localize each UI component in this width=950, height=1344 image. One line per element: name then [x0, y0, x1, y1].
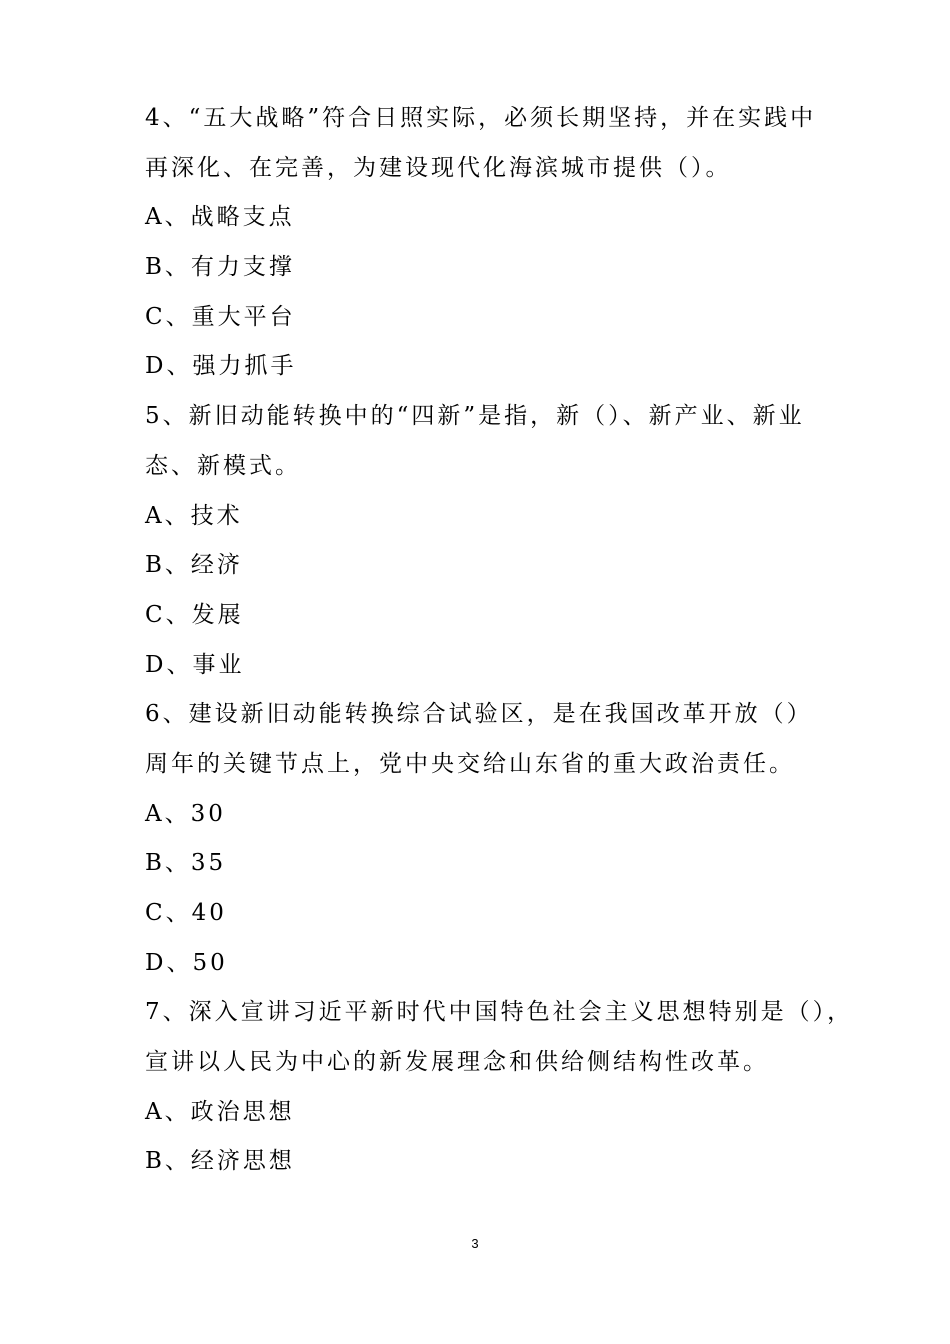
question-stem-line: 周年的关键节点上，党中央交给山东省的重大政治责任。 — [145, 750, 795, 777]
question-7 — [145, 988, 854, 1187]
question-5 — [145, 392, 815, 690]
option-a: A、战略支点 — [145, 204, 295, 231]
question-stem-line: 再深化、在完善，为建设现代化海滨城市提供（）。 — [145, 154, 732, 181]
option-d: D、事业 — [145, 651, 245, 678]
question-4 — [145, 94, 815, 392]
question-stem-line: 5、新旧动能转换中的“四新”是指，新（）、新产业、新业 — [145, 403, 805, 430]
option-d: D、50 — [145, 949, 228, 976]
question-6 — [145, 690, 815, 988]
option-c: C、40 — [145, 900, 227, 926]
option-b: B、经济思想 — [145, 1148, 295, 1175]
page-number: 3 — [471, 1236, 479, 1251]
option-b: B、经济 — [145, 552, 243, 579]
option-a: A、30 — [145, 800, 226, 827]
question-stem-line: 4、“五大战略”符合日照实际，必须长期坚持，并在实践中 — [145, 105, 817, 131]
question-stem-line: 7、深入宣讲习近平新时代中国特色社会主义思想特别是（）， — [145, 999, 854, 1026]
document-page — [145, 94, 854, 1187]
option-a: A、技术 — [145, 502, 243, 529]
option-d: D、强力抓手 — [145, 353, 297, 380]
option-c: C、发展 — [145, 601, 244, 628]
option-c: C、重大平台 — [145, 303, 296, 330]
question-stem-line: 宣讲以人民为中心的新发展理念和供给侧结构性改革。 — [145, 1049, 769, 1076]
option-b: B、有力支撑 — [145, 254, 295, 281]
question-stem-line: 态、新模式。 — [145, 452, 301, 479]
question-stem-line: 6、建设新旧动能转换综合试验区，是在我国改革开放（） — [145, 701, 813, 728]
option-a: A、政治思想 — [145, 1098, 295, 1125]
option-b: B、35 — [145, 850, 227, 877]
